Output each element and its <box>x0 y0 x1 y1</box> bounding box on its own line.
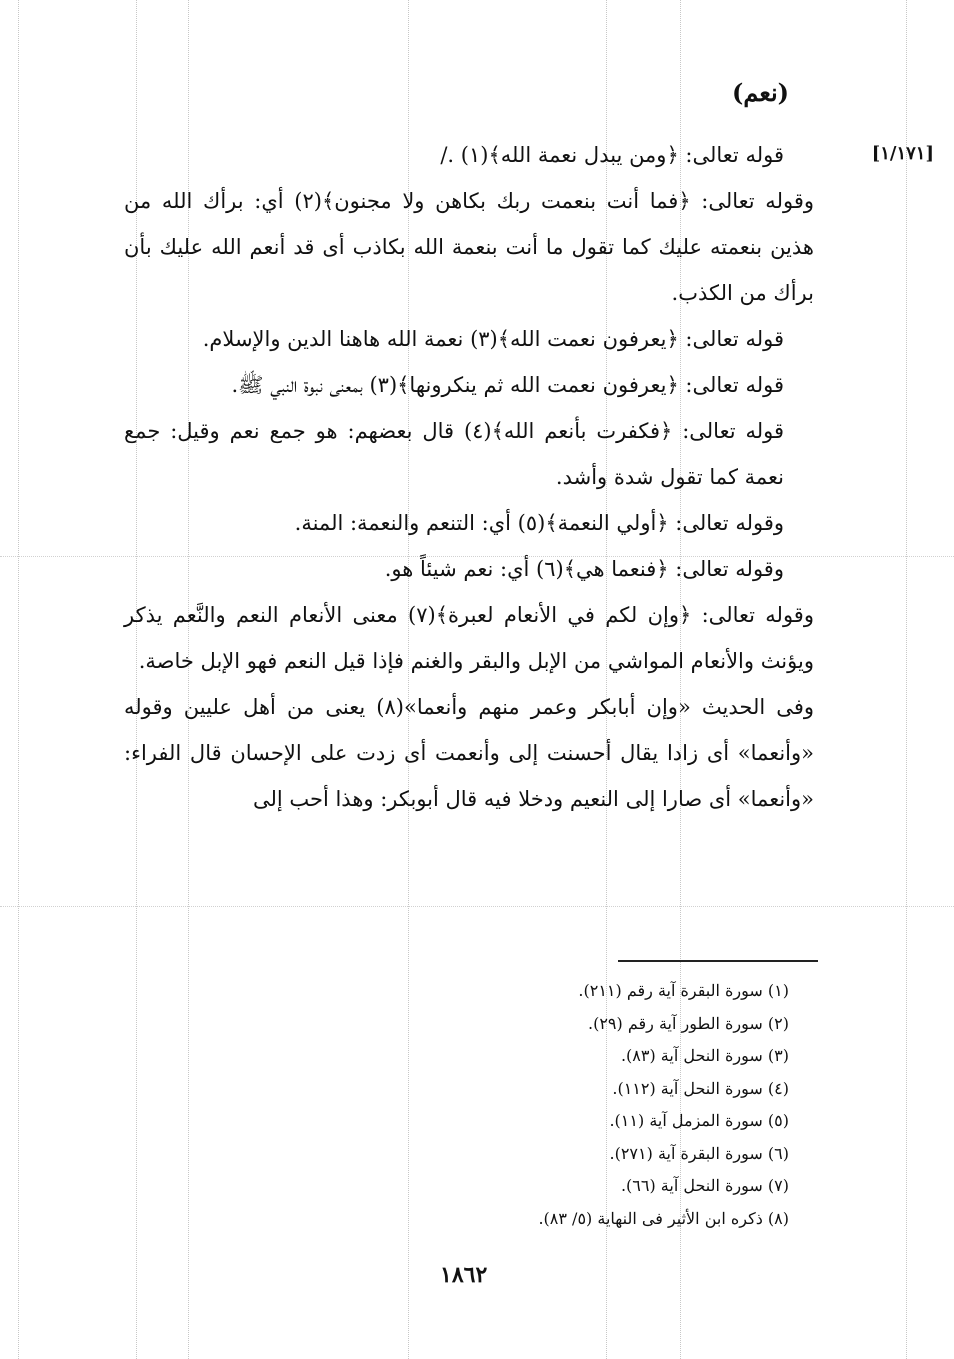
scan-artifact-line <box>906 0 907 1359</box>
footnote: (٨) ذكره ابن الأثير فى النهاية (٥/ ٨٣). <box>538 1208 789 1228</box>
footnote: (٤) سورة النحل آية (١١٢). <box>612 1078 789 1098</box>
page-number: ١٨٦٢ <box>440 1262 488 1288</box>
paragraph: قوله تعالى: ﴿ومن يبدل نعمة الله﴾(١) ./ <box>440 143 784 167</box>
paragraph: وقوله تعالى: ﴿فما أنت بنعمت ربك بكاهن ولا مجنون﴾(٢) أي: برأك الله من هذين بنعمته عليك كما تقول ما أنت بنعمة الله بكاذب أى قد أنعم الله عليك بأن برأك من الكذب. <box>124 189 814 305</box>
paragraph: قوله تعالى: ﴿يعرفون نعمت الله﴾(٣) نعمة الله هاهنا الدين والإسلام. <box>202 327 784 351</box>
entry-heading: (نعم) <box>732 78 789 107</box>
marginal-reference: [١/١٧١] <box>871 143 934 164</box>
footnotes <box>369 975 789 1235</box>
paragraph: وقوله تعالى: ﴿فنعما هي﴾(٦) أي: نعم شيئاً هو. <box>384 557 784 581</box>
footnote: (٢) سورة الطور آية رقم (٢٩). <box>588 1013 789 1033</box>
footnote: (٥) سورة المزمل آية (١١). <box>609 1111 789 1130</box>
footnote: (٦) سورة البقرة آية (٢٧١). <box>609 1143 789 1163</box>
paragraph: قوله تعالى: ﴿يعرفون نعمت الله ثم ينكرونها﴾(٣) بمعنى نبوة النبي ﷺ. <box>231 373 784 397</box>
paragraph: وقوله تعالى: ﴿وإن لكم في الأنعام لعبرة﴾(٧) معنى الأنعام النعم والنَّعم يذكر ويؤنث والأنعام المواشي من الإبل والبقر والغنم فإذا قيل النعم فهو الإبل خاصة. <box>124 603 814 673</box>
footnote: (٧) سورة النحل آية (٦٦). <box>620 1176 789 1195</box>
footnote: (٣) سورة النحل آية (٨٣). <box>620 1046 789 1065</box>
footnote: (١) سورة البقرة آية رقم (٢١١). <box>578 981 789 1000</box>
footnote-separator <box>618 960 818 962</box>
main-text <box>124 132 814 822</box>
paragraph: وقوله تعالى: ﴿أولي النعمة﴾(٥) أي: التنعم والنعمة: المنة. <box>294 511 784 535</box>
scan-artifact-line <box>18 0 19 1359</box>
paragraph: وفى الحديث «وإن أبابكر وعمر منهم وأنعما»(٨) يعنى من أهل عليين وقوله «وأنعما» أى زادا يقال أحسنت إلى وأنعمت أى زدت على الإحسان قال الفراء: «وأنعما» أى صارا إلى النعيم ودخلا فيه قال أبوبكر: وهذا أحب إلى <box>124 695 814 811</box>
paragraph: قوله تعالى: ﴿فكفرت بأنعم الله﴾(٤) قال بعضهم: هو جمع نعم وقيل: جمع نعمة كما تقول شدة وأشد. <box>124 419 785 489</box>
scan-artifact-line <box>0 906 954 907</box>
